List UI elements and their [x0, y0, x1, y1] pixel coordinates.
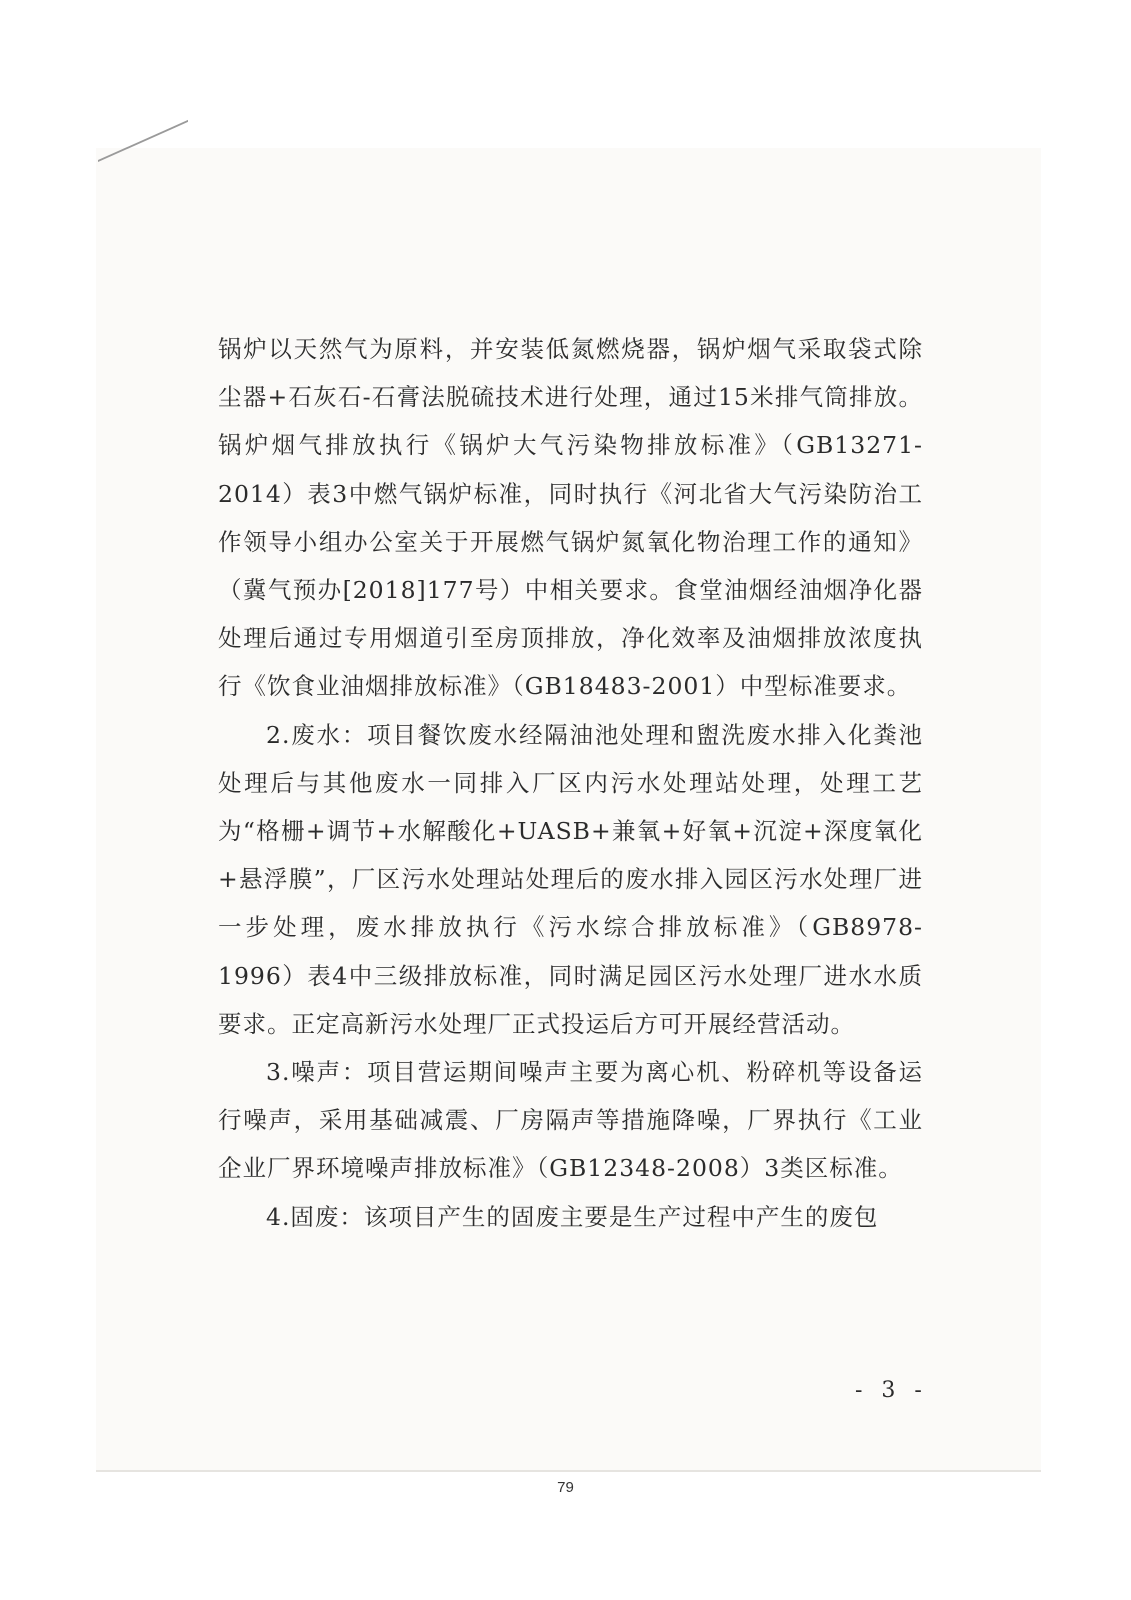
paragraph-solid-waste: 4.固废：该项目产生的固废主要是生产过程中产生的废包 [266, 1202, 879, 1231]
scan-bottom-edge [96, 1470, 1041, 1472]
document-page-number: - 3 - [855, 1378, 928, 1403]
paragraph-noise: 3.噪声：项目营运期间噪声主要为离心机、粉碎机等设备运行噪声，采用基础减震、厂房隔声等措施降噪，厂界执行《工业企业厂界环境噪声排放标准》（GB12348-2008）3类区标准。 [218, 1058, 923, 1183]
pdf-page-number: 79 [557, 1479, 574, 1496]
paragraph-wastewater: 2.废水：项目餐饮废水经隔油池处理和盥洗废水排入化粪池处理后与其他废水一同排入厂区内污水处理站处理，处理工艺为“格栅+调节+水解酸化+UASB+兼氧+好氧+沉淀+深度氧化+悬浮膜”，厂区污水处理站处理后的废水排入园区污水处理厂进一步处理，废水排放执行《污水综合排放标准》（GB8978-1996）表4中三级排放标准，同时满足园区污水处理厂进水水质要求。正定高新污水处理厂正式投运后方可开展经营活动。 [218, 720, 923, 1038]
paragraph-boiler-emissions: 锅炉以天然气为原料，并安装低氮燃烧器，锅炉烟气采取袋式除尘器+石灰石-石膏法脱硫技术进行处理，通过15米排气筒排放。锅炉烟气排放执行《锅炉大气污染物排放标准》（GB13271-2014）表3中燃气锅炉标准，同时执行《河北省大气污染防治工作领导小组办公室关于开展燃气锅炉氮氧化物治理工作的通知》（冀气预办[2018]177号）中相关要求。食堂油烟经油烟净化器处理后通过专用烟道引至房顶排放，净化效率及油烟排放浓度执行《饮食业油烟排放标准》（GB18483-2001）中型标准要求。 [218, 335, 923, 701]
document-body [218, 325, 923, 1241]
